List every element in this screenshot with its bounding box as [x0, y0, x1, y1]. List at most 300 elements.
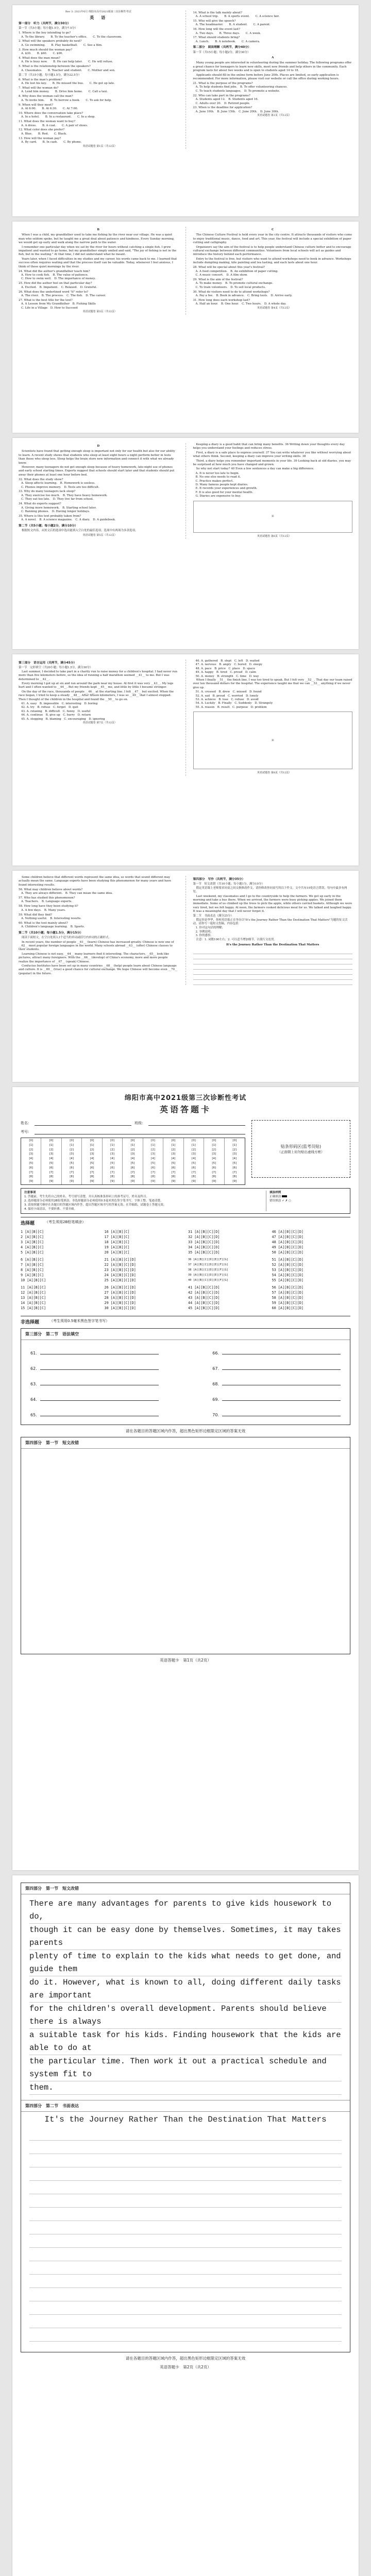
digit-bubble[interactable]: [6]	[49, 1166, 54, 1170]
digit-bubble[interactable]: [6]	[171, 1166, 176, 1170]
grammar-answer-62[interactable]	[30, 1366, 159, 1371]
mc-question-bubbles[interactable]: 50 [A][B][C][D]	[272, 1250, 303, 1255]
blank-writing-line[interactable]	[29, 2234, 342, 2248]
answer-line[interactable]	[40, 1369, 159, 1370]
mc-question-bubbles[interactable]: 12 [A][B][C]	[21, 1290, 46, 1295]
digit-bubble[interactable]: [4]	[232, 1157, 237, 1161]
mc-question-bubbles[interactable]: 34 [A][B][C][D]	[188, 1245, 220, 1249]
grammar-answer-68[interactable]	[212, 1382, 341, 1386]
question: 13. How will the woman pay?	[19, 137, 61, 140]
example-label: 填涂样例	[269, 1191, 281, 1194]
digit-bubble[interactable]: [8]	[171, 1175, 176, 1179]
grammar-answer-66[interactable]	[212, 1351, 341, 1355]
digit-bubble[interactable]: [5]	[90, 1161, 94, 1165]
digit-bubble[interactable]: [8]	[212, 1175, 216, 1179]
grammar-answer-69[interactable]	[212, 1397, 341, 1402]
mc-question-bubbles[interactable]: 39 [A][B][C][D][E][F][G]	[188, 1273, 228, 1277]
digit-bubble[interactable]: [6]	[232, 1166, 237, 1170]
digit-bubble[interactable]: [9]	[232, 1180, 237, 1183]
mc-question-bubbles[interactable]: 28 [A][B][C][D]	[104, 1295, 136, 1300]
question: 8. Why does the woman call the man?	[19, 95, 73, 98]
filled-bubble-icon	[282, 1195, 287, 1197]
question: 16. How long will the event last?	[193, 28, 241, 31]
digit-bubble[interactable]: [7]	[212, 1171, 216, 1174]
essay-blank-lines[interactable]	[21, 2127, 350, 2352]
mc-question-bubbles[interactable]: 15 [A][B][C]	[21, 1306, 46, 1310]
digit-bubble[interactable]: [8]	[191, 1175, 196, 1179]
notes-title: 注意事项	[24, 1191, 36, 1194]
exam-number-column[interactable]	[204, 1138, 224, 1184]
passage-paragraph: Organizers say the aim of the festival is to help people understand Chinese culture better and to encourage cultural exchange between different communities. Volunteers from local schools will act as guides and introduce the history behind each performance.	[193, 245, 351, 257]
mc-question-bubbles[interactable]: 13 [A][B][C]	[21, 1295, 46, 1300]
mc-question-bubbles[interactable]: 58 [A][B][C][D]	[272, 1295, 303, 1300]
digit-bubble[interactable]: [5]	[110, 1161, 114, 1165]
digit-bubble[interactable]: [6]	[70, 1166, 74, 1170]
passage-label: D	[97, 445, 100, 448]
mc-question-bubbles[interactable]: 40 [A][B][C][D][E][F][G]	[188, 1278, 228, 1282]
blank-writing-line[interactable]	[29, 2275, 342, 2288]
digit-bubble[interactable]: [2]	[171, 1148, 176, 1151]
mc-bubble-grid[interactable]	[21, 1229, 350, 1313]
mc-question-bubbles[interactable]: 51 [A][B][C][D]	[272, 1257, 303, 1262]
digit-bubble[interactable]: [3]	[29, 1153, 33, 1156]
digit-bubble[interactable]: [0]	[110, 1139, 114, 1142]
passage-paragraph: When I finally __51__ the finish line, I was too tired to speak. But I felt very __52__. That day our team raised over ten thousand dollars for the hospital. The experience taught me that we can __53__ anything if we never give up.	[193, 679, 352, 689]
digit-bubble[interactable]: [5]	[130, 1161, 135, 1165]
handwritten-line: them.	[29, 2081, 342, 2095]
mc-question-bubbles[interactable]: 23 [A][B][C][D]	[104, 1267, 136, 1272]
digit-bubble[interactable]: [4]	[110, 1157, 114, 1161]
section-sub: 第一节 短文改错（共10小题；每小题1分，满分10分）	[193, 883, 264, 886]
options: 47. A. nervous B. angry C. bored D. sleepy	[195, 663, 262, 667]
mc-question-bubbles[interactable]: 57 [A][B][C][D]	[272, 1290, 303, 1295]
mc-question-bubbles[interactable]: 24 [A][B][C][D]	[104, 1273, 136, 1277]
digit-bubble[interactable]: [0]	[49, 1139, 54, 1142]
digit-bubble[interactable]: [3]	[90, 1153, 94, 1156]
digit-bubble[interactable]: [8]	[90, 1175, 94, 1179]
grammar-row	[21, 1355, 350, 1371]
barcode-hint: （正面朝上切勿贴出虚线方框）	[277, 1150, 325, 1154]
grammar-answer-61[interactable]	[30, 1351, 159, 1355]
digit-bubble[interactable]: [2]	[70, 1148, 74, 1151]
name-row	[21, 1120, 245, 1126]
digit-bubble[interactable]: [5]	[49, 1161, 54, 1165]
digit-bubble[interactable]: [3]	[49, 1153, 54, 1156]
digit-bubble[interactable]: [6]	[191, 1166, 196, 1170]
digit-bubble[interactable]: [2]	[232, 1148, 237, 1151]
blank-writing-line[interactable]	[29, 2194, 342, 2208]
digit-bubble[interactable]: [2]	[130, 1148, 135, 1151]
answer-line[interactable]	[222, 1400, 341, 1401]
writing-head	[21, 1883, 350, 1894]
digit-bubble[interactable]: [9]	[49, 1180, 54, 1183]
exam-page-3-right	[193, 443, 353, 539]
options: A. A Lesson from My Grandfather B. Fishing Skills	[21, 302, 96, 306]
digit-bubble[interactable]: [0]	[130, 1139, 135, 1142]
digit-bubble[interactable]: [2]	[151, 1148, 155, 1151]
options: A. The river. B. The process. C. The fish. D. The career.	[21, 294, 106, 297]
mc-question-bubbles[interactable]: 47 [A][B][C][D]	[272, 1234, 303, 1239]
exam-number-column[interactable]	[41, 1138, 61, 1184]
mc-question-bubbles[interactable]: 35 [A][B][C][D]	[188, 1250, 220, 1255]
mc-question-bubbles[interactable]: 53 [A][B][C][D]	[272, 1267, 303, 1272]
class-field[interactable]	[148, 1120, 245, 1126]
digit-bubble[interactable]: [4]	[130, 1157, 135, 1161]
question: 34. What do experts suggest?	[19, 502, 61, 506]
digit-bubble[interactable]: [9]	[130, 1180, 135, 1183]
digit-bubble[interactable]: [6]	[110, 1166, 114, 1170]
blank-writing-line[interactable]	[29, 2301, 342, 2315]
mc-question-bubbles[interactable]: 9 [A][B][C]	[21, 1273, 44, 1277]
digit-bubble[interactable]: [9]	[29, 1180, 33, 1183]
digit-bubble[interactable]: [8]	[110, 1175, 114, 1179]
blank-writing-line[interactable]	[29, 2167, 342, 2181]
grammar-answer-lines[interactable]	[21, 1340, 350, 1425]
answer-area-warning: 请在各题目的答题区域内作答，超出黑色矩形边框限定区域的答案无效	[125, 2356, 246, 2361]
blank-writing-line[interactable]	[29, 2127, 342, 2141]
digit-bubble[interactable]: [4]	[29, 1157, 33, 1161]
mc-question-bubbles[interactable]: 52 [A][B][C][D]	[272, 1262, 303, 1267]
exam-number-column[interactable]	[103, 1138, 123, 1184]
name-field[interactable]	[35, 1120, 131, 1126]
exam-number-column[interactable]	[21, 1138, 41, 1184]
digit-bubble[interactable]: [5]	[212, 1161, 216, 1165]
digit-bubble[interactable]: [5]	[29, 1161, 33, 1165]
mc-question-bubbles[interactable]: 42 [A][B][C][D]	[188, 1290, 220, 1295]
digit-bubble[interactable]: [4]	[90, 1157, 94, 1161]
mc-question-bubbles[interactable]: 29 [A][B][C][D]	[104, 1300, 136, 1305]
grammar-answer-67[interactable]	[212, 1366, 341, 1371]
options: A. $30. B. $60. C. $90.	[21, 52, 63, 56]
digit-bubble[interactable]: [8]	[29, 1175, 33, 1179]
mc-question-bubbles[interactable]: 41 [A][B][C][D]	[188, 1285, 220, 1290]
options: 48. A. pace B. price C. place D. space	[195, 667, 255, 670]
digit-bubble[interactable]: [3]	[191, 1153, 196, 1156]
digit-bubble[interactable]: [8]	[151, 1175, 155, 1179]
mc-question-bubbles[interactable]: 14 [A][B][C]	[21, 1300, 46, 1305]
digit-bubble[interactable]: [5]	[232, 1161, 237, 1165]
digit-bubble[interactable]: [0]	[171, 1139, 176, 1142]
digit-bubble[interactable]: [0]	[191, 1139, 196, 1142]
mc-question-bubbles[interactable]: 10 [A][B][C]	[21, 1278, 46, 1282]
options: A. Children's language learning. B. Sports.	[21, 925, 85, 929]
options: A. He is busy now. B. He can help later. C. He will refuse.	[21, 60, 113, 64]
mc-question-bubbles[interactable]: 32 [A][B][C][D]	[188, 1234, 220, 1239]
blank-writing-line[interactable]	[29, 2248, 342, 2261]
blank-writing-line[interactable]	[29, 2141, 342, 2154]
digit-bubble[interactable]: [0]	[29, 1139, 33, 1142]
options: A. The headmaster. B. A student. C. A parent.	[195, 23, 271, 27]
part3-label: 第三部分 第二节 语法填空	[25, 1331, 79, 1336]
handwritten-answer	[21, 1894, 350, 2100]
digit-bubble[interactable]: [4]	[191, 1157, 196, 1161]
digit-bubble[interactable]: [6]	[151, 1166, 155, 1170]
digit-bubble[interactable]: [1]	[90, 1143, 94, 1147]
section-heading: 第二节（共10小题；每小题1.5分，满分15分）	[19, 931, 83, 935]
digit-bubble[interactable]: [1]	[70, 1143, 74, 1147]
question: 15. Who will give the speech?	[193, 19, 236, 23]
mc-question-bubbles[interactable]: 19 [A][B][C]	[104, 1245, 130, 1249]
digit-bubble[interactable]: [5]	[70, 1161, 74, 1165]
digit-bubble[interactable]: [3]	[130, 1153, 135, 1156]
passage-paragraph: Some children believe that different words represent the same idea, so words that sound different may actually mean the same. Language experts have been studying this phenomenon for many years and have found interesting results.	[19, 876, 172, 887]
section-heading: 第二节（共5小题；每小题2分，满分10分）	[19, 524, 78, 528]
digit-bubble[interactable]: [3]	[232, 1153, 237, 1156]
mc-question-bubbles[interactable]: 31 [A][B][C][D]	[188, 1229, 220, 1234]
mc-question-bubbles[interactable]: 54 [A][B][C][D]	[272, 1273, 303, 1277]
mc-question-bubbles[interactable]: 56 [A][B][C][D]	[272, 1285, 303, 1290]
page-footer: 英语试题卷 第1页（共12页）	[82, 144, 117, 148]
digit-bubble[interactable]: [9]	[171, 1180, 176, 1183]
digit-bubble[interactable]: [4]	[171, 1157, 176, 1161]
answer-line[interactable]	[222, 1369, 341, 1370]
passage-paragraph: On the day of the race, thousands of people __46__ at the starting line. I felt __47__ but excited. When the race began, I tried to keep a steady __48__. After fifteen kilometers, I was so __49__ that I almost stopped. Then I thought of the children in the hospital and found the __50__ to go on.	[19, 690, 174, 701]
section-heading: 第三部分 语言运用（共两节，满分45分）	[19, 662, 77, 665]
options: C. Adults over 20. D. Retired people.	[195, 101, 250, 105]
digit-bubble[interactable]: [1]	[232, 1143, 237, 1147]
mc-question-bubbles[interactable]: 46 [A][B][C][D]	[272, 1229, 303, 1234]
exam-number-column[interactable]	[225, 1138, 245, 1184]
mc-question-bubbles[interactable]: 27 [A][B][C][D]	[104, 1290, 136, 1295]
digit-bubble[interactable]: [2]	[29, 1148, 33, 1151]
digit-bubble[interactable]: [0]	[90, 1139, 94, 1142]
question: 14. What is the talk mainly about?	[193, 11, 243, 14]
mc-question-bubbles[interactable]: 48 [A][B][C][D]	[272, 1240, 303, 1244]
passage-paragraph: Every morning I got up at six and ran around the park near my house. At first it was very __43__. My legs hurt and I often wanted to __44__. But my friends kept __45__ me, and little by little I became stronger.	[19, 682, 174, 689]
handwritten-essay-title: It's the Journey Rather Than the Destination That Matters	[44, 2115, 327, 2124]
exam-no-row	[21, 1129, 245, 1134]
writing-box[interactable]	[21, 1883, 350, 2352]
digit-bubble[interactable]: [7]	[29, 1171, 33, 1174]
mc-question-bubbles[interactable]: 25 [A][B][C][D]	[104, 1278, 136, 1282]
digit-bubble[interactable]: [7]	[191, 1171, 196, 1174]
nonmc-hint: （考生须用0.5毫米黑色签字笔书写）	[49, 1318, 110, 1323]
grammar-answer-63[interactable]	[30, 1382, 159, 1386]
mc-question-bubbles[interactable]: 49 [A][B][C][D]	[272, 1245, 303, 1249]
options: 51. A. crossed B. drew C. missed D. found	[195, 690, 262, 694]
mc-question-bubbles[interactable]: 7 [A][B][C]	[21, 1262, 44, 1267]
question: 7. What will the woman do?	[19, 86, 59, 90]
mc-question-bubbles[interactable]: 59 [A][B][C][D]	[272, 1300, 303, 1305]
digit-bubble[interactable]: [1]	[171, 1143, 176, 1147]
digit-bubble[interactable]: [1]	[191, 1143, 196, 1147]
digit-bubble[interactable]: [7]	[110, 1171, 114, 1174]
grammar-answer-70[interactable]	[212, 1413, 341, 1417]
exam-number-column[interactable]	[123, 1138, 143, 1184]
digit-bubble[interactable]: [6]	[29, 1166, 33, 1170]
spacer	[105, 1311, 183, 1313]
grammar-row	[21, 1402, 350, 1417]
grammar-answer-65[interactable]	[30, 1413, 159, 1417]
mc-question-bubbles[interactable]: 36 [A][B][C][D][E][F][G]	[188, 1258, 228, 1261]
exam-number-column[interactable]	[143, 1138, 163, 1184]
options: A. Nothing useful. B. Interesting results.	[21, 917, 82, 921]
passage-paragraph: When I was a child, my grandfather used to take me fishing by the river near our village. He was a quiet man who seldom spoke, but he taught me a great deal about patience and kindness. Every Sunday morning, we would get up early and walk along the narrow path to the water.	[19, 233, 175, 245]
digit-bubble[interactable]: [3]	[212, 1153, 216, 1156]
mc-question-bubbles[interactable]: 43 [A][B][C][D]	[188, 1295, 220, 1300]
digit-bubble[interactable]: [6]	[212, 1166, 216, 1170]
blank-writing-line[interactable]	[29, 2208, 342, 2221]
mc-title: 选择题	[21, 1221, 35, 1226]
digit-bubble[interactable]: [9]	[151, 1180, 155, 1183]
exam-page-5	[12, 871, 359, 1082]
question: 29. What is the aim of the festival?	[193, 278, 243, 281]
digit-bubble[interactable]: [6]	[130, 1166, 135, 1170]
options: C. To teach students languages. D. To promote a website.	[195, 89, 280, 93]
grammar-answer-64[interactable]	[30, 1397, 159, 1402]
digit-bubble[interactable]: [0]	[212, 1139, 216, 1142]
mc-question-bubbles[interactable]: 21 [A][B][C][D]	[104, 1257, 136, 1262]
digit-bubble[interactable]: [9]	[191, 1180, 196, 1183]
mc-question-bubbles[interactable]: 11 [A][B][C]	[21, 1285, 46, 1290]
image-icon: ▣	[271, 514, 274, 518]
mc-question-bubbles[interactable]: 8 [A][B][C]	[21, 1267, 44, 1272]
mc-block	[21, 1229, 99, 1313]
blank-writing-line[interactable]	[29, 2288, 342, 2301]
digit-bubble[interactable]: [5]	[171, 1161, 176, 1165]
mc-question-bubbles[interactable]: 1 [A][B][C]	[21, 1229, 44, 1234]
option: E. It records your experiences and growth.	[195, 487, 258, 490]
digit-bubble[interactable]: [7]	[232, 1171, 237, 1174]
mc-question-bubbles[interactable]: 26 [A][B][C][D]	[104, 1285, 136, 1290]
image-icon: ▣	[271, 738, 274, 742]
exam-number-column[interactable]	[82, 1138, 102, 1184]
digit-bubble[interactable]: [9]	[70, 1180, 74, 1183]
exam-number-column[interactable]	[184, 1138, 204, 1184]
section-sub: 第一节（共15小题；每小题2分，满分30分）	[193, 50, 250, 54]
digit-bubble[interactable]: [2]	[191, 1148, 196, 1151]
digit-bubble[interactable]: [2]	[49, 1148, 54, 1151]
digit-bubble[interactable]: [6]	[90, 1166, 94, 1170]
blank-writing-line[interactable]	[29, 2221, 342, 2234]
digit-bubble[interactable]: [4]	[49, 1157, 54, 1161]
exam-number-column[interactable]	[62, 1138, 82, 1184]
blank-writing-line[interactable]	[29, 2328, 342, 2342]
mc-question-bubbles[interactable]: 37 [A][B][C][D][E][F][G]	[188, 1263, 228, 1266]
mc-question-bubbles[interactable]: 22 [A][B][C][D]	[104, 1262, 136, 1267]
mc-question-bubbles[interactable]: 18 [A][B][C]	[104, 1240, 130, 1244]
digit-bubble[interactable]: [2]	[110, 1148, 114, 1151]
class-label: 班级：	[134, 1121, 145, 1125]
digit-bubble[interactable]: [3]	[70, 1153, 74, 1156]
mc-question-bubbles[interactable]: 44 [A][B][C][D]	[188, 1300, 220, 1305]
mc-question-bubbles[interactable]: 5 [A][B][C]	[21, 1250, 44, 1255]
blank-writing-line[interactable]	[29, 2181, 342, 2194]
digit-bubble[interactable]: [9]	[110, 1180, 114, 1183]
digit-bubble[interactable]: [7]	[130, 1171, 135, 1174]
digit-bubble[interactable]: [7]	[70, 1171, 74, 1174]
exam-no-field[interactable]	[35, 1129, 245, 1134]
note-item: 3. 请按照题号顺序在各题目的答题区域内作答，超出答题区域书写的答案无效；在草稿纸、试题卷上答题无效。	[24, 1203, 166, 1207]
digit-bubble[interactable]: [2]	[90, 1148, 94, 1151]
essay-box-empty[interactable]	[21, 1437, 350, 1654]
digit-bubble[interactable]: [1]	[49, 1143, 54, 1147]
exam-page-4	[12, 654, 359, 866]
digit-bubble[interactable]: [8]	[130, 1175, 135, 1179]
answer-line[interactable]	[40, 1400, 159, 1401]
exam-number-bubble-grid[interactable]	[21, 1138, 245, 1185]
options: 55. A. reason B. result C. purpose D. problem	[195, 705, 267, 709]
digit-bubble[interactable]: [9]	[90, 1180, 94, 1183]
mc-question-bubbles[interactable]: 33 [A][B][C][D]	[188, 1240, 220, 1244]
handwritten-line: the particular time. Then work it out a practical schedule and system fit to	[29, 2055, 342, 2081]
column-divider	[185, 876, 186, 985]
exam-header: Rev 3: 2021年6月 绵阳市高中2021级第三次诊断性考试	[65, 10, 131, 13]
question: 10. Where does the conversation take place?	[19, 111, 83, 115]
question: 35. Where is this text probably taken from?	[19, 514, 81, 518]
mc-question-bubbles[interactable]: 30 [A][B][C][D]	[104, 1306, 136, 1310]
blank-writing-line[interactable]	[29, 2154, 342, 2167]
digit-bubble[interactable]: [1]	[212, 1143, 216, 1147]
digit-bubble[interactable]: [5]	[151, 1161, 155, 1165]
mc-question-bubbles[interactable]: 2 [A][B][C]	[21, 1234, 44, 1239]
digit-bubble[interactable]: [1]	[110, 1143, 114, 1147]
digit-bubble[interactable]: [8]	[232, 1175, 237, 1179]
question: 17. What should students bring?	[193, 36, 240, 40]
digit-bubble[interactable]: [2]	[212, 1148, 216, 1151]
digit-bubble[interactable]: [0]	[70, 1139, 74, 1142]
mc-question-bubbles[interactable]: 20 [A][B][C]	[104, 1250, 130, 1255]
grammar-row	[21, 1340, 350, 1355]
digit-bubble[interactable]: [5]	[191, 1161, 196, 1165]
section-heading: 第一部分 听力（共两节，满分30分）	[19, 22, 71, 25]
digit-bubble[interactable]: [9]	[212, 1180, 216, 1183]
mc-question-bubbles[interactable]: 38 [A][B][C][D][E][F][G]	[188, 1268, 228, 1272]
digit-bubble[interactable]: [8]	[49, 1175, 54, 1179]
digit-bubble[interactable]: [4]	[212, 1157, 216, 1161]
digit-bubble[interactable]: [1]	[151, 1143, 155, 1147]
digit-bubble[interactable]: [0]	[151, 1139, 155, 1142]
blank-writing-line[interactable]	[29, 2261, 342, 2275]
example-wrong-label: 错误填涂	[269, 1199, 281, 1202]
digit-bubble[interactable]: [7]	[171, 1171, 176, 1174]
mc-question-bubbles[interactable]: 17 [A][B][C]	[104, 1234, 130, 1239]
mc-question-bubbles[interactable]: 16 [A][B][C]	[104, 1229, 130, 1234]
exam-number-column[interactable]	[163, 1138, 183, 1184]
digit-bubble[interactable]: [7]	[49, 1171, 54, 1174]
option: F. It is also good for your mental health.	[195, 490, 254, 494]
question: 5. What is the relationship between the speakers?	[19, 65, 91, 69]
digit-bubble[interactable]: [1]	[130, 1143, 135, 1147]
exam-page-4-left	[19, 659, 178, 776]
question: 24. What did the author's grandfather teach him?	[19, 269, 90, 273]
digit-bubble[interactable]: [7]	[90, 1171, 94, 1174]
blank-writing-line[interactable]	[29, 2315, 342, 2328]
mc-question-bubbles[interactable]: 55 [A][B][C][D]	[272, 1278, 303, 1282]
digit-bubble[interactable]: [1]	[29, 1143, 33, 1147]
option: A. It is never too late to begin.	[195, 471, 240, 475]
mc-question-bubbles[interactable]: 60 [A][B][C][D]	[272, 1306, 303, 1310]
options: C. Banning phones. D. Having longer holidays.	[21, 510, 90, 513]
digit-bubble[interactable]: [3]	[151, 1153, 155, 1156]
mc-question-bubbles[interactable]: 4 [A][B][C]	[21, 1245, 44, 1249]
mc-question-bubbles[interactable]: 6 [A][B][C]	[21, 1257, 44, 1262]
exam-page-1-right	[193, 10, 353, 149]
question: 32. What does the study show?	[19, 478, 63, 481]
digit-bubble[interactable]: [3]	[110, 1153, 114, 1156]
digit-bubble[interactable]: [0]	[232, 1139, 237, 1142]
question: 59. What did they find?	[19, 913, 53, 917]
digit-bubble[interactable]: [3]	[171, 1153, 176, 1156]
mc-question-bubbles[interactable]: 45 [A][B][C][D]	[188, 1306, 220, 1310]
digit-bubble[interactable]: [7]	[151, 1171, 155, 1174]
mc-question-bubbles[interactable]: 3 [A][B][C]	[21, 1240, 44, 1244]
digit-bubble[interactable]: [8]	[70, 1175, 74, 1179]
digit-bubble[interactable]: [4]	[151, 1157, 155, 1161]
notes-box	[21, 1188, 350, 1214]
options: A. Excited. B. Impatient. C. Relaxed. D. Grateful.	[21, 285, 97, 289]
digit-bubble[interactable]: [4]	[70, 1157, 74, 1161]
